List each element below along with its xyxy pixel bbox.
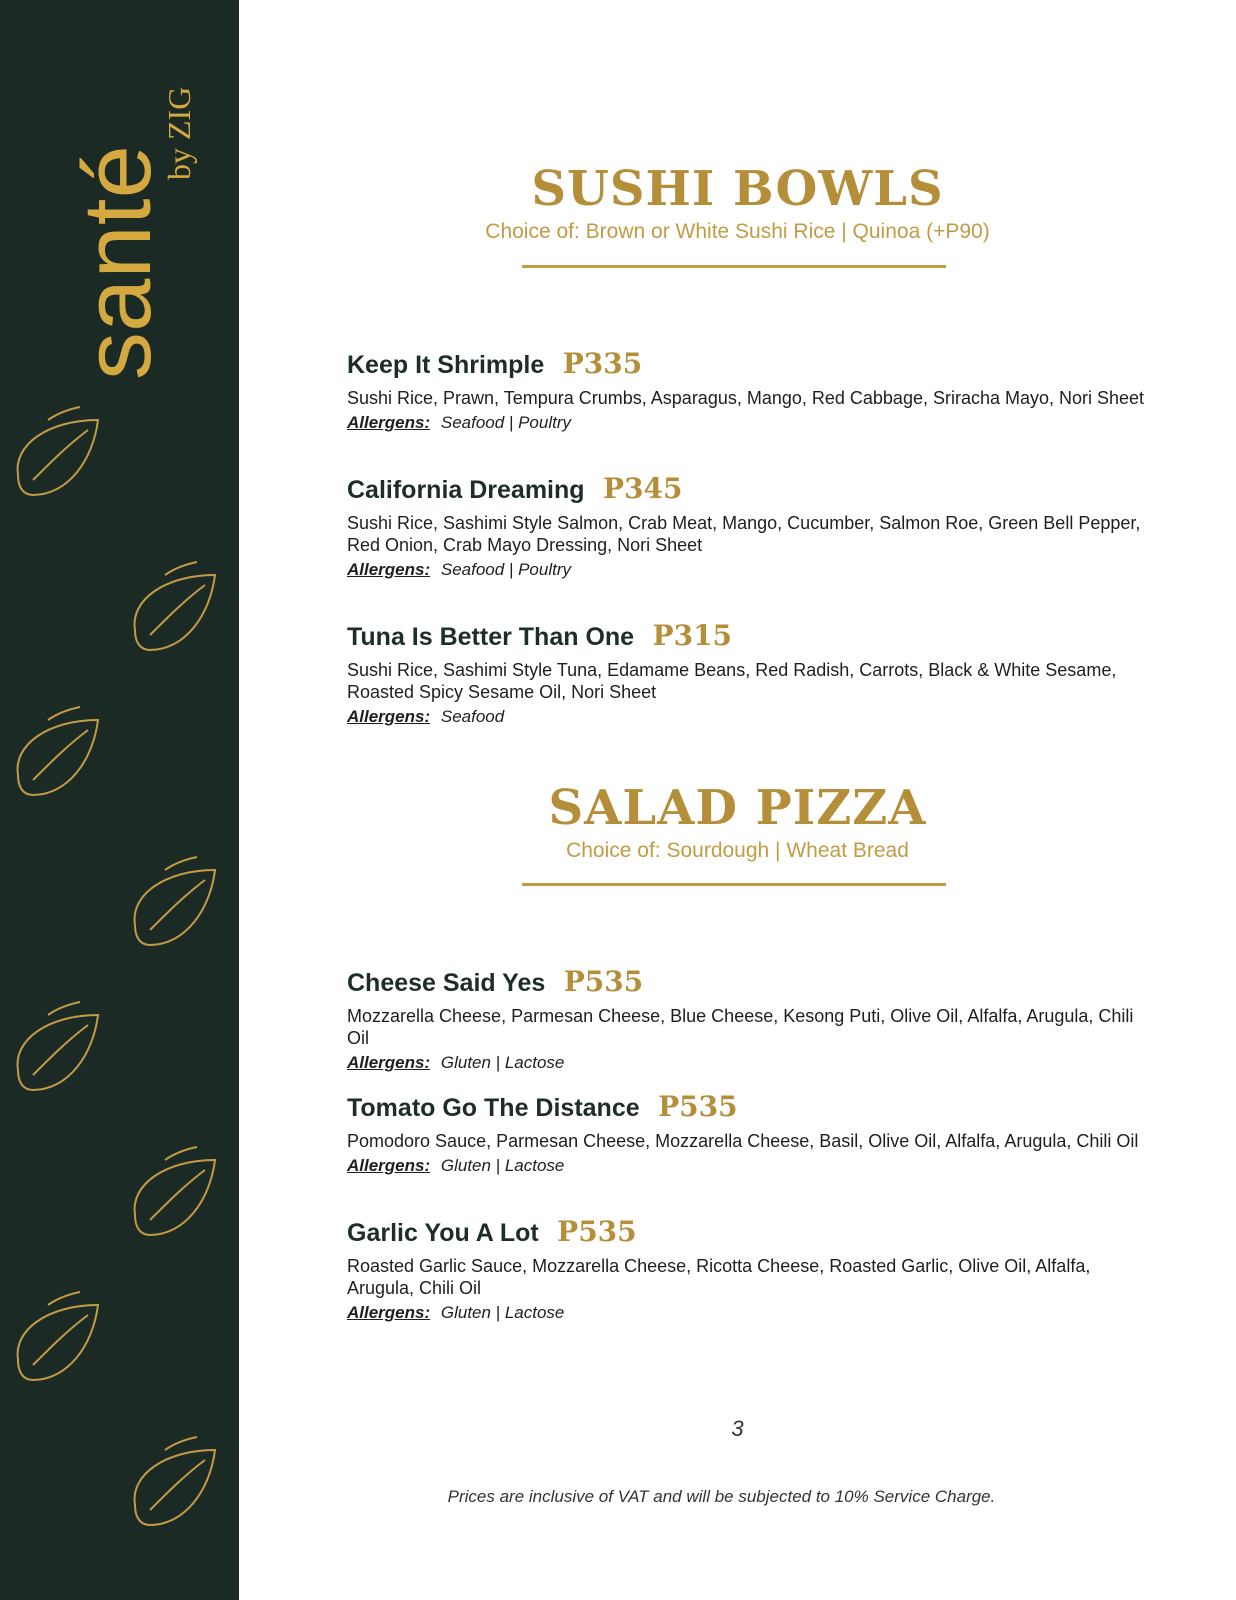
section-title: SUSHI BOWLS [531, 161, 944, 217]
allergens-label: Allergens: [347, 1156, 431, 1175]
menu-item [347, 473, 1147, 582]
item-name: Tomato Go The Distance [347, 1094, 640, 1122]
menu-item [347, 348, 1147, 435]
item-name: Garlic You A Lot [347, 1219, 539, 1247]
item-price: P535 [563, 965, 644, 998]
allergens-value: Seafood [440, 707, 505, 726]
section-header [239, 781, 1236, 865]
menu-item [347, 1091, 1147, 1178]
leaf-ornament-icon [125, 855, 225, 955]
logo-main-text: santé [64, 145, 171, 380]
leaf-ornament-icon [8, 405, 108, 505]
allergens-value: Seafood | Poultry [440, 560, 571, 579]
leaf-ornament-icon [8, 1290, 108, 1390]
item-price: P335 [562, 347, 643, 380]
allergens-value: Gluten | Lactose [440, 1053, 565, 1072]
section-divider [522, 883, 946, 886]
allergens-label: Allergens: [347, 1303, 431, 1322]
menu-item [347, 620, 1147, 729]
logo-sub-text: by ZIG [161, 86, 197, 180]
allergens-value: Seafood | Poultry [440, 413, 571, 432]
item-name: California Dreaming [347, 476, 585, 504]
section-subtitle: Choice of: Brown or White Sushi Rice | Quinoa (+P90) [485, 220, 990, 243]
allergens-label: Allergens: [347, 1053, 431, 1072]
menu-item [347, 1216, 1147, 1325]
page-number: 3 [731, 1416, 744, 1441]
brand-logo [50, 60, 210, 390]
section-subtitle: Choice of: Sourdough | Wheat Bread [566, 839, 909, 862]
section-header [239, 162, 1236, 246]
item-price: P345 [603, 472, 683, 505]
leaf-ornament-icon [125, 560, 225, 660]
leaf-ornament-icon [125, 1145, 225, 1245]
item-description: Sushi Rice, Prawn, Tempura Crumbs, Asparagus, Mango, Red Cabbage, Sriracha Mayo, Nori Sheet [347, 388, 1145, 408]
leaf-ornament-icon [8, 705, 108, 805]
section-title: SALAD PIZZA [548, 780, 927, 836]
allergens-label: Allergens: [347, 560, 431, 579]
item-allergens [347, 1154, 1147, 1178]
leaf-ornament-icon [125, 1435, 225, 1535]
item-price: P535 [658, 1090, 738, 1123]
leaf-ornament-icon [8, 1000, 108, 1100]
item-description: Mozzarella Cheese, Parmesan Cheese, Blue Cheese, Kesong Puti, Olive Oil, Alfalfa, Arugula, Chili Oil [347, 1006, 1134, 1048]
item-description: Sushi Rice, Sashimi Style Salmon, Crab Meat, Mango, Cucumber, Salmon Roe, Green Bell Pepper, Red Onion, Crab Mayo Dressing, Nori Sheet [347, 513, 1141, 555]
item-description: Sushi Rice, Sashimi Style Tuna, Edamame Beans, Red Radish, Carrots, Black & White Sesame, Roasted Spicy Sesame Oil, Nori Sheet [347, 660, 1117, 702]
item-allergens [347, 1301, 1147, 1325]
sidebar-panel [0, 0, 239, 1600]
menu-page [239, 0, 1236, 1600]
menu-item [347, 966, 1147, 1075]
item-name: Keep It Shrimple [347, 351, 545, 379]
allergens-value: Gluten | Lactose [440, 1303, 565, 1322]
allergens-label: Allergens: [347, 707, 431, 726]
item-name: Tuna Is Better Than One [347, 623, 635, 651]
section-divider [522, 265, 946, 268]
item-allergens [347, 705, 1147, 729]
item-name: Cheese Said Yes [347, 969, 546, 997]
item-description: Roasted Garlic Sauce, Mozzarella Cheese, Ricotta Cheese, Roasted Garlic, Olive Oil, Alfalfa, Arugula, Chili Oil [347, 1256, 1091, 1298]
item-price: P315 [652, 619, 733, 652]
allergens-value: Gluten | Lactose [440, 1156, 565, 1175]
item-allergens [347, 558, 1147, 582]
allergens-label: Allergens: [347, 413, 431, 432]
item-price: P535 [557, 1215, 637, 1248]
item-allergens [347, 411, 1147, 435]
item-description: Pomodoro Sauce, Parmesan Cheese, Mozzarella Cheese, Basil, Olive Oil, Alfalfa, Arugula, Chili Oil [347, 1131, 1139, 1151]
item-allergens [347, 1051, 1147, 1075]
footer-note: Prices are inclusive of VAT and will be subjected to 10% Service Charge. [447, 1487, 996, 1506]
